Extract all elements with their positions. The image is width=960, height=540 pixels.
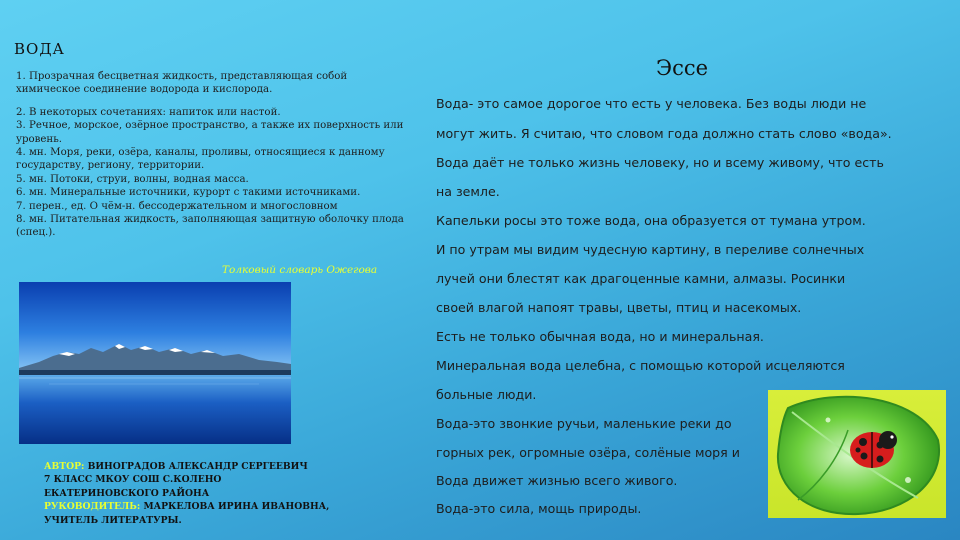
definition-item: 6. мн. Минеральные источники, курорт с такими источниками. — [16, 187, 361, 199]
lake-mountains-image — [19, 282, 291, 444]
definition-item: 5. мн. Потоки, струи, волны, водная масса. — [16, 173, 249, 185]
ladybug-on-leaf-image — [768, 390, 946, 518]
definition-item: 1. Прозрачная бесцветная жидкость, представляющая собой химическое соединение водорода и кислорода. — [16, 71, 348, 96]
essay-line: лучей они блестят как драгоценные камни, алмазы. Росинки — [436, 271, 846, 286]
author-district: ЕКАТЕРИНОВСКОГО РАЙОНА — [44, 487, 210, 499]
definition-item: 8. мн. Питательная жидкость, заполняющая защитную оболочку плода (спец.). — [16, 214, 404, 239]
leader-role: УЧИТЕЛЬ ЛИТЕРАТУРЫ. — [44, 514, 182, 526]
essay-line: Минеральная вода целебна, с помощью которой исцеляются — [436, 358, 845, 373]
leader-name: МАРКЕЛОВА ИРИНА ИВАНОВНА, — [140, 501, 330, 513]
definition-item: 3. Речное, морское, озёрное пространство, а также их поверхность или уровень. — [16, 120, 404, 145]
essay-line: могут жить. Я считаю, что словом года должно стать слово «вода». — [436, 126, 892, 141]
essay-title: Эссе — [656, 56, 709, 80]
essay-line: больные люди. — [436, 387, 537, 402]
essay-line: Капельки росы это тоже вода, она образуется от тумана утром. — [436, 213, 866, 228]
essay-line: горных рек, огромные озёра, солёные моря и — [436, 445, 740, 460]
definition-item: 4. мн. Моря, реки, озёра, каналы, проливы, относящиеся к данному государству, региону, территории. — [16, 147, 385, 172]
author-class: 7 КЛАСС МКОУ СОШ С.КОЛЕНО — [44, 474, 222, 486]
author-name: ВИНОГРАДОВ АЛЕКСАНДР СЕРГЕЕВИЧ — [84, 461, 308, 472]
essay-line: своей влагой напоят травы, цветы, птиц и насекомых. — [436, 300, 802, 315]
leader-label: РУКОВОДИТЕЛЬ: — [44, 501, 141, 513]
author-info — [44, 460, 374, 527]
essay-line: Вода движет жизнью всего живого. — [436, 473, 678, 488]
definition-item: 7. перен., ед. О чём-н. бессодержательном и многословном — [16, 200, 338, 212]
essay-line: Вода-это сила, мощь природы. — [436, 501, 642, 516]
dictionary-definitions — [16, 70, 406, 240]
essay-line: Есть не только обычная вода, но и минеральная. — [436, 329, 764, 344]
author-label: АВТОР: — [44, 461, 85, 472]
essay-line: Вода- это самое дорогое что есть у человека. Без воды люди не — [436, 96, 867, 111]
essay-line: И по утрам мы видим чудесную картину, в переливе солнечных — [436, 242, 865, 257]
essay-line: Вода даёт не только жизнь человеку, но и всему живому, что есть — [436, 155, 884, 170]
essay-line: Вода-это звонкие ручьи, маленькие реки до — [436, 416, 732, 431]
dictionary-source: Толковый словарь Ожегова — [222, 264, 378, 276]
definition-title: ВОДА — [14, 40, 65, 58]
essay-line: на земле. — [436, 184, 500, 199]
definition-item: 2. В некоторых сочетаниях: напиток или настой. — [16, 106, 281, 118]
